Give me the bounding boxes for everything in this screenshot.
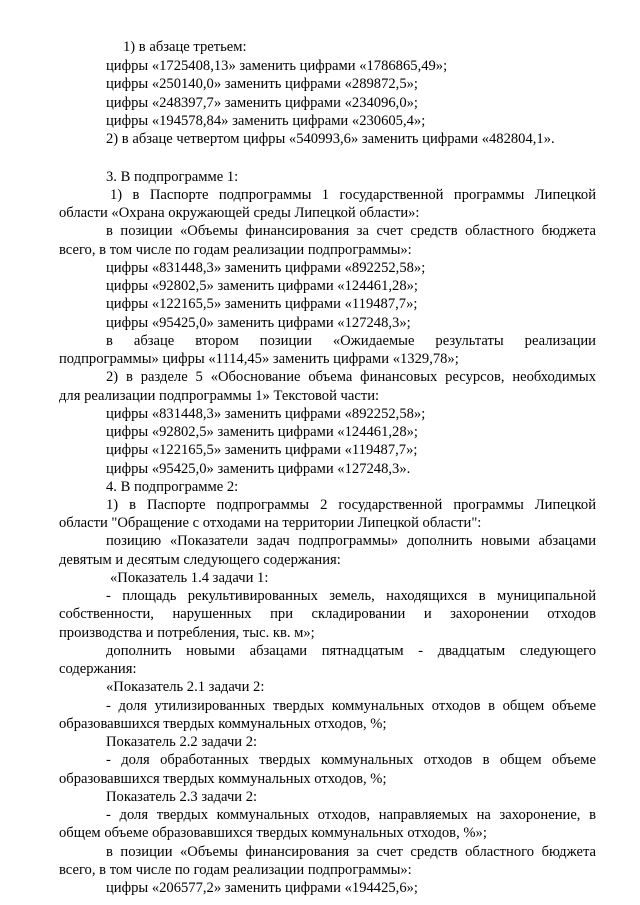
text-line: «Показатель 1.4 задачи 1: — [110, 569, 269, 586]
text-line: образовавшихся твердых коммунальных отходов, %; — [59, 715, 387, 732]
text-line: цифры «1725408,13» заменить цифрами «1786865,49»; — [106, 58, 448, 75]
text-line: цифры «95425,0» заменить цифрами «127248,3»; — [106, 314, 411, 331]
text-line: цифры «92802,5» заменить цифрами «124461,28»; — [106, 278, 418, 295]
text-line: - доля твердых коммунальных отходов, направляемых на захоронение, в — [106, 807, 596, 823]
text-line: области "Обращение с отходами на территории Липецкой области": — [59, 515, 482, 532]
text-line: собственности, нарушенных при складировании и захоронении отходов — [59, 606, 596, 623]
text-line: общем объеме образовавшихся твердых коммунальных отходов, %»; — [59, 825, 487, 842]
text-line: цифры «95425,0» заменить цифрами «127248,3». — [106, 460, 411, 477]
text-line: цифры «831448,3» заменить цифрами «892252,58»; — [106, 405, 426, 422]
text-line: содержания: — [59, 661, 137, 678]
text-line: 1) в абзаце третьем: — [123, 39, 247, 55]
text-line: цифры «194578,84» заменить цифрами «230605,4»; — [106, 112, 426, 129]
text-line: «Показатель 2.1 задачи 2: — [106, 679, 265, 696]
text-line: цифры «206577,2» заменить цифрами «194425,6»; — [106, 880, 418, 896]
text-line: 2) в абзаце четвертом цифры «540993,6» заменить цифрами «482804,1». — [106, 131, 555, 148]
text-line: - доля обработанных твердых коммунальных отходов в общем объеме — [106, 752, 596, 769]
text-line: области «Охрана окружающей среды Липецкой области»: — [59, 205, 420, 222]
text-line: цифры «248397,7» заменить цифрами «234096,0»; — [106, 94, 418, 111]
text-line: 1) в Паспорте подпрограммы 1 государственной программы Липецкой — [110, 186, 596, 203]
text-line: - площадь рекультивированных земель, находящихся в муниципальной — [106, 588, 596, 605]
text-line: дополнить новыми абзацами пятнадцатым - двадцатым следующего — [106, 642, 596, 659]
text-line: 1) в Паспорте подпрограммы 2 государственной программы Липецкой — [106, 496, 596, 513]
text-line: производства и потребления, тыс. кв. м»; — [59, 624, 315, 641]
text-line: цифры «122165,5» заменить цифрами «119487,7»; — [106, 442, 418, 459]
text-line: 3. В подпрограмме 1: — [106, 168, 239, 185]
text-line: - доля утилизированных твердых коммунальных отходов в общем объеме — [106, 697, 596, 714]
text-line: в позиции «Объемы финансирования за счет средств областного бюджета — [106, 843, 596, 860]
text-line: Показатель 2.3 задачи 2: — [106, 788, 258, 805]
text-line: образовавшихся твердых коммунальных отходов, %; — [59, 770, 387, 787]
text-line: в позиции «Объемы финансирования за счет средств областного бюджета — [106, 223, 596, 240]
text-line: девятым и десятым следующего содержания: — [59, 551, 341, 568]
text-line: цифры «250140,0» заменить цифрами «289872,5»; — [106, 76, 418, 93]
text-line: позицию «Показатели задач подпрограммы» дополнить новыми абзацами — [106, 533, 596, 550]
text-line: в абзаце втором позиции «Ожидаемые результаты реализации — [106, 332, 596, 349]
text-line: 4. В подпрограмме 2: — [106, 478, 239, 495]
text-line: цифры «122165,5» заменить цифрами «119487,7»; — [106, 296, 418, 313]
text-line: цифры «92802,5» заменить цифрами «124461,28»; — [106, 424, 418, 440]
text-line: всего, в том числе по годам реализации подпрограммы»: — [59, 861, 412, 878]
text-line: Показатель 2.2 задачи 2: — [106, 734, 258, 751]
text-line: 2) в разделе 5 «Обоснование объема финансовых ресурсов, необходимых — [106, 369, 596, 386]
text-line: подпрограммы» цифры «1114,45» заменить цифрами «1329,78»; — [59, 351, 459, 367]
text-line: цифры «831448,3» заменить цифрами «892252,58»; — [106, 259, 426, 276]
text-line: всего, в том числе по годам реализации подпрограммы»: — [59, 241, 412, 258]
text-line: для реализации подпрограммы 1» Текстовой части: — [59, 387, 380, 404]
